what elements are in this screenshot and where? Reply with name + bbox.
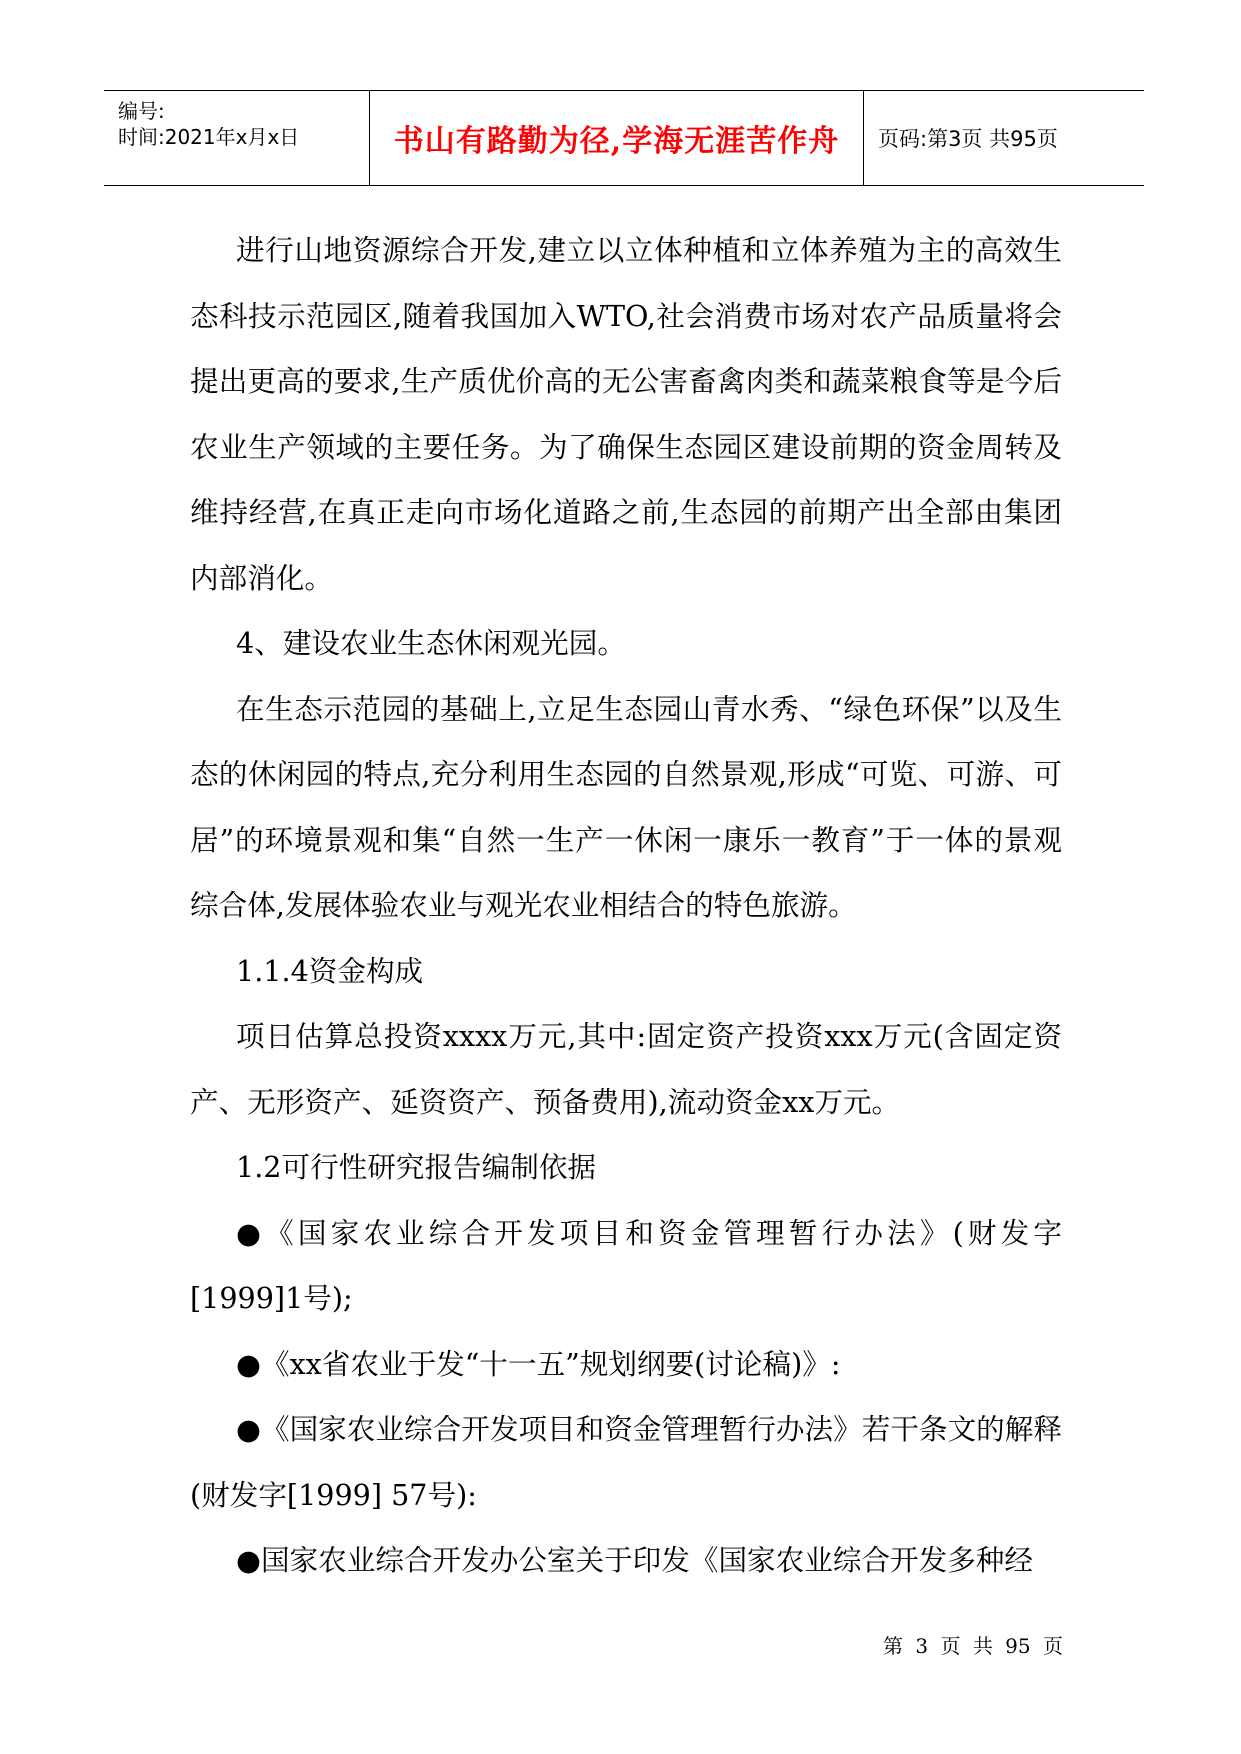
paragraph: 项日估算总投资xxxx万元,其中:固定资产投资xxx万元(含固定资产、无形资产、延资资产、预备费用),流动资金xx万元。 [190, 1019, 1062, 1119]
header-page-cell [864, 91, 1144, 185]
paragraph: 在生态示范园的基础上,立足生态园山青水秀、“绿色环保”以及生态的休闲园的特点,充分利用生态园的自然景观,形成“可览、可游、可居”的环境景观和集“自然一生产一休闲一康乐一教育”于一体的景观综合体,发展体验农业与观光农业相结合的特色旅游。 [190, 691, 1062, 922]
bullet-item: ●国家农业综合开发办公室关于印发《国家农业综合开发多种经 [236, 1543, 1033, 1577]
paragraph: 4、建设农业生态休闲观光园。 [236, 626, 626, 660]
section-heading: 1.2可行性研究报告编制依据 [236, 1150, 597, 1184]
section-heading: 1.1.4资金构成 [236, 953, 424, 988]
page-header [104, 90, 1144, 186]
header-meta [104, 91, 370, 185]
bullet-item: ●《xx省农业于发“十一五”规划纲要(讨论稿)》: [236, 1346, 841, 1381]
header-motto-cell [370, 91, 864, 185]
bullet-item: ●《国家农业综合开发项目和资金管理暂行办法》若干条文的解释(财发字[1999] 57号): [190, 1412, 1062, 1512]
document-time-label: 时间:2021年x月x日 [118, 125, 300, 149]
document-number-label: 编号: [118, 99, 165, 123]
paragraph: 进行山地资源综合开发,建立以立体种植和立体养殖为主的高效生态科技示范园区,随着我国加入WTO,社会消费市场对农产品质量将会提出更高的要求,生产质优价高的无公害畜禽肉类和蔬菜粮食等是今后农业生产领域的主要任务。为了确保生态园区建设前期的资金周转及维持经营,在真正走向市场化道路之前,生态园的前期产出全部由集团内部消化。 [190, 233, 1062, 595]
page-footer: 第 3 页 共 95 页 [883, 1634, 1063, 1658]
bullet-item: ●《国家农业综合开发项目和资金管理暂行办法》(财发字[1999]1号); [190, 1215, 1062, 1315]
document-body [190, 218, 1062, 1594]
header-motto: 书山有路勤为径,学海无涯苦作舟 [393, 124, 840, 159]
header-page-number: 页码:第3页 共95页 [878, 127, 1058, 151]
